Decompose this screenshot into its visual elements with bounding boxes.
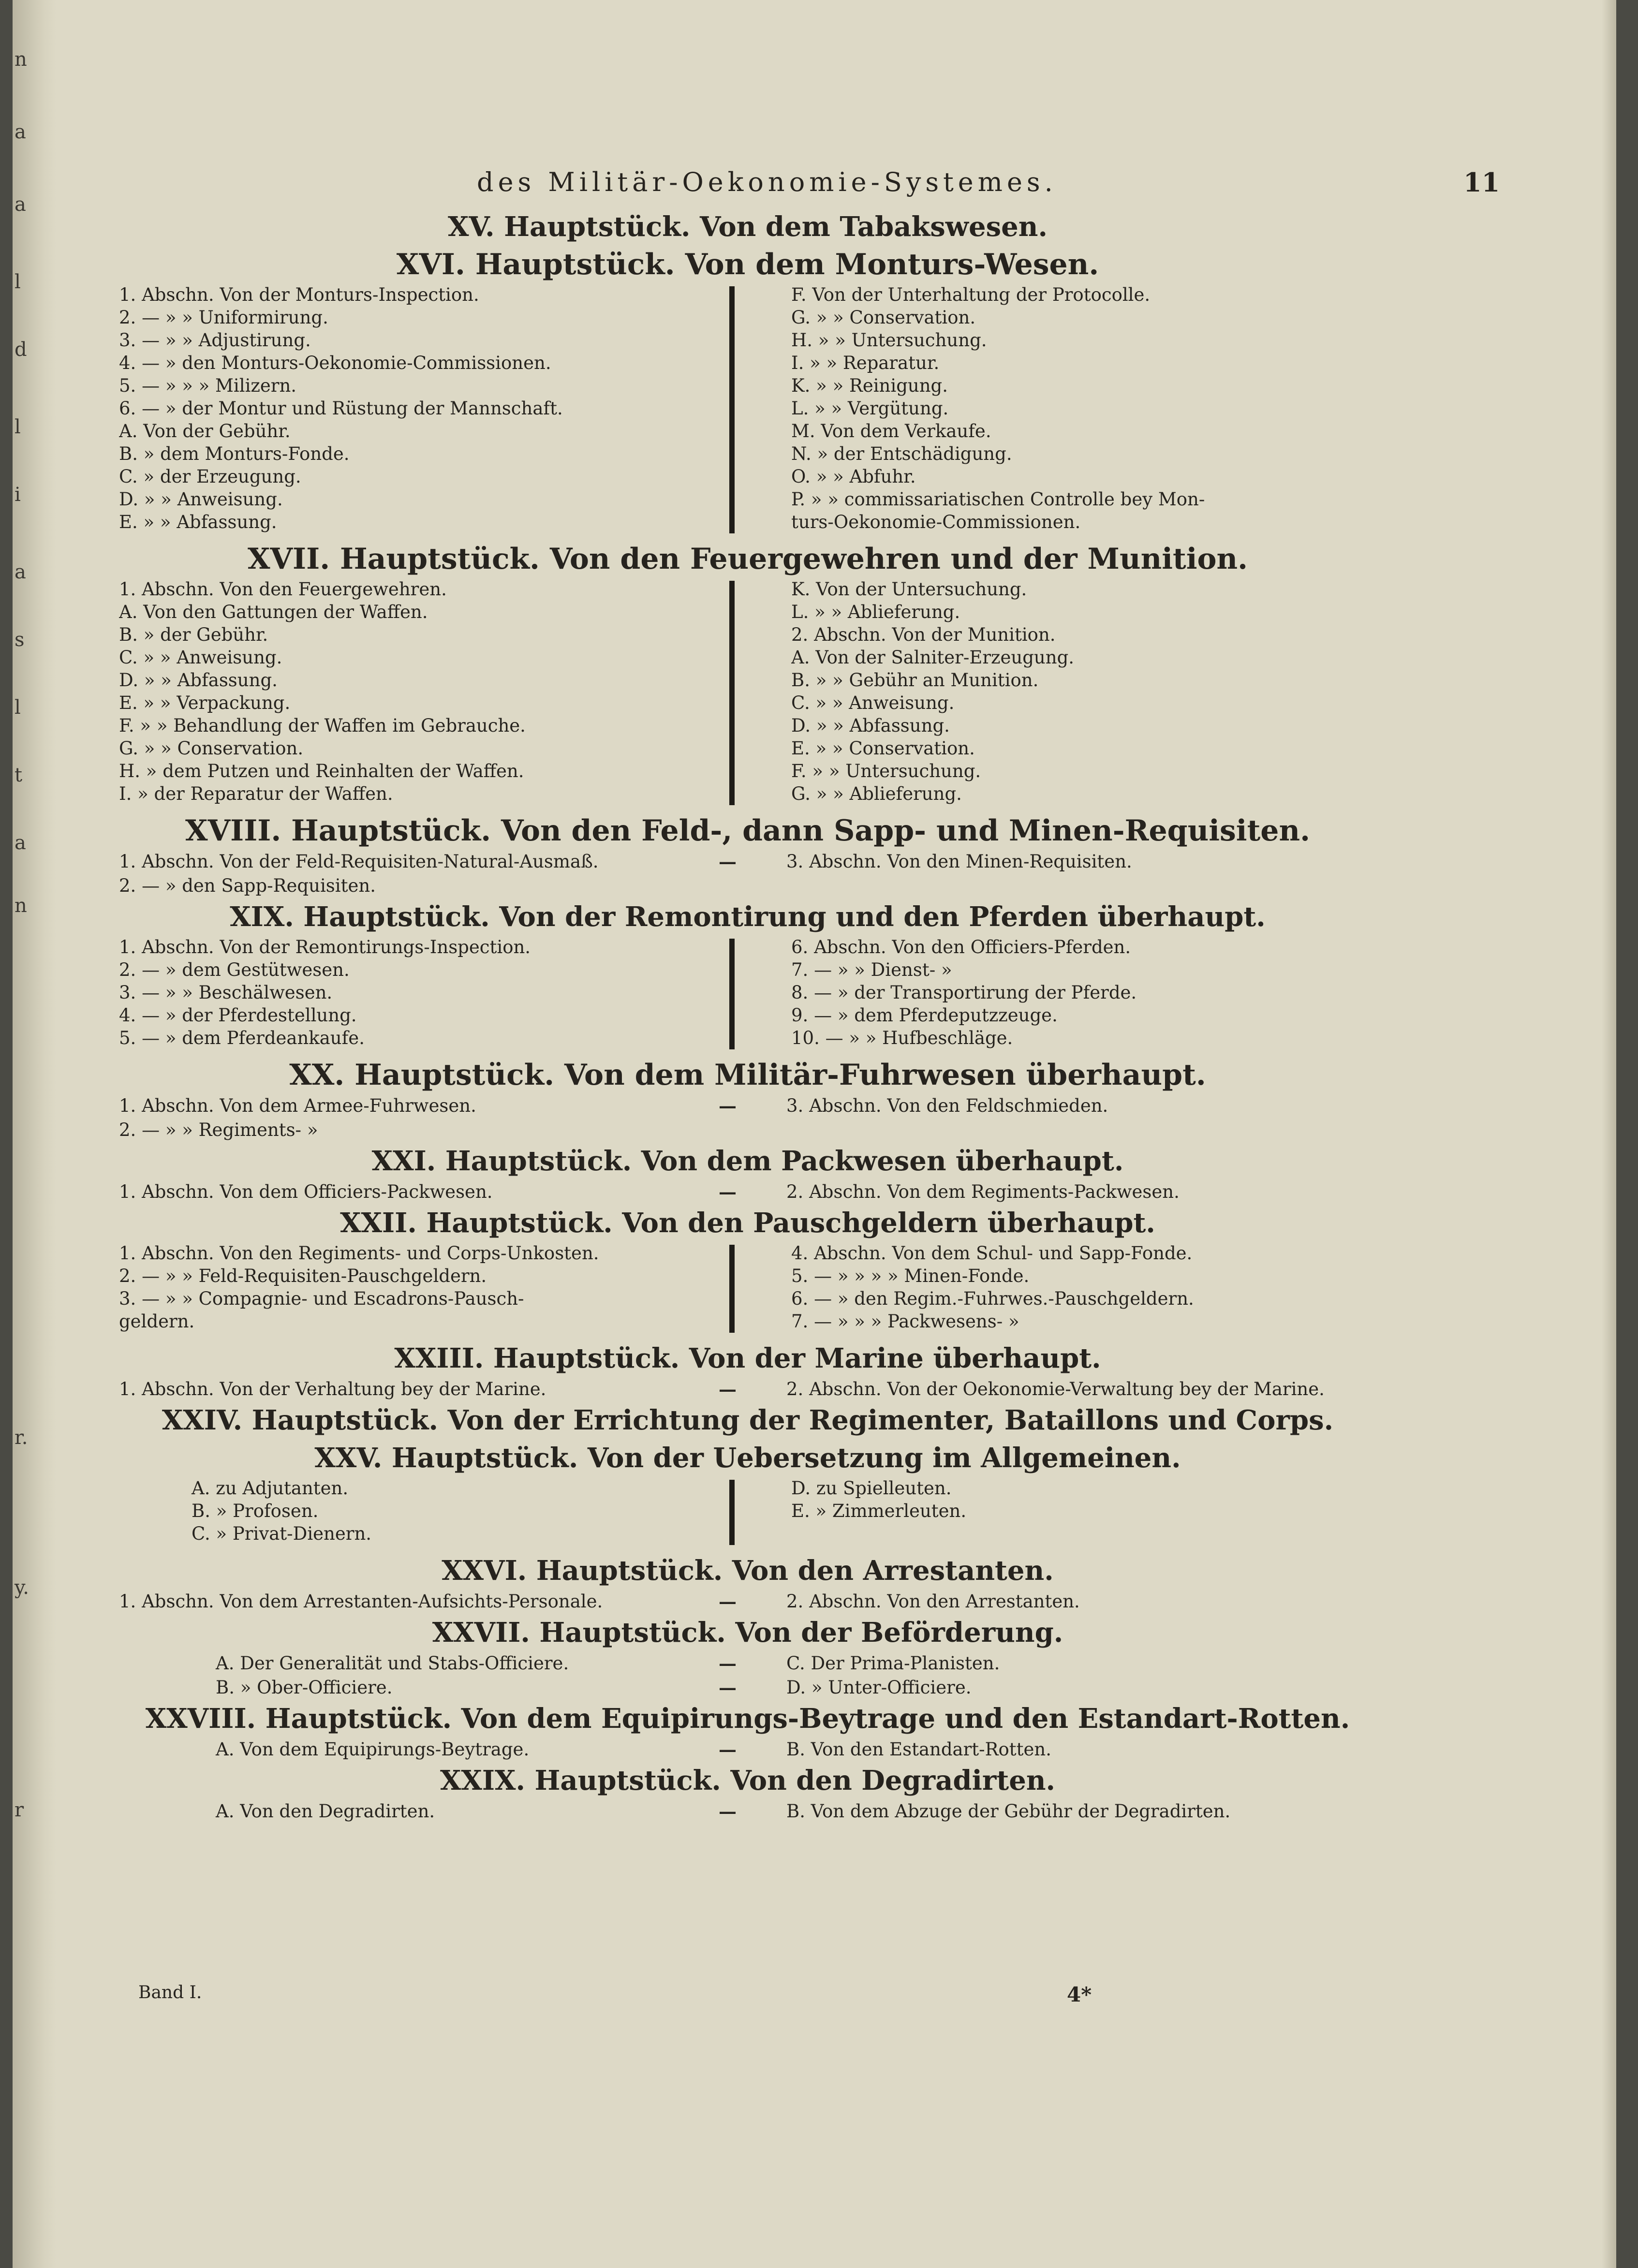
toc-entry: F. Von der Unterhaltung der Protocolle. xyxy=(791,284,1151,305)
margin-fragment: l xyxy=(15,696,21,719)
dash-separator: — xyxy=(719,1677,737,1698)
margin-fragment: n xyxy=(15,48,27,71)
toc-entry: A. Von der Salniter-Erzeugung. xyxy=(791,647,1075,668)
margin-fragment: a xyxy=(15,193,26,216)
dash-separator: — xyxy=(719,1181,737,1203)
toc-entry: 4. — » der Pferdestellung. xyxy=(119,1005,357,1026)
toc-entry: K. » » Reinigung. xyxy=(791,375,948,396)
toc-entry: C. Der Prima-Planisten. xyxy=(786,1653,1000,1674)
toc-entry: 6. — » der Montur und Rüstung der Mannschaft. xyxy=(119,398,563,419)
margin-fragment: i xyxy=(15,484,21,506)
toc-entry: B. » Profosen. xyxy=(192,1501,319,1521)
toc-entry: A. Von der Gebühr. xyxy=(119,421,291,442)
chapter-xix-sections xyxy=(119,936,1376,1052)
toc-entry: C. » der Erzeugung. xyxy=(119,466,301,487)
chapter-xxiii-sections xyxy=(119,1377,1376,1401)
toc-entry: 3. — » » Adjustirung. xyxy=(119,330,311,351)
chapter-xxvi-sections xyxy=(119,1590,1376,1614)
dash-separator: — xyxy=(719,1739,737,1760)
right-column xyxy=(791,936,1372,1049)
chapter-title-xvii: XVII. Hauptstück. Von den Feuergewehren und der Munition. xyxy=(247,542,1248,576)
toc-entry: L. » » Ablieferung. xyxy=(791,602,960,622)
column-divider-rule xyxy=(729,581,735,805)
page-number: 11 xyxy=(1463,167,1500,198)
toc-pair-row xyxy=(119,1180,1376,1204)
chapter-xxix-sections xyxy=(119,1799,1376,1824)
margin-fragment: y. xyxy=(15,1576,29,1599)
toc-entry: E. » » Abfassung. xyxy=(119,512,277,532)
column-divider-rule xyxy=(729,1480,735,1545)
table-of-contents xyxy=(119,208,1376,1824)
toc-entry: A. Der Generalität und Stabs-Officiere. xyxy=(216,1653,569,1674)
toc-entry: 4. Abschn. Von dem Schul- und Sapp-Fonde. xyxy=(791,1243,1193,1264)
chapter-title-xxi: XXI. Hauptstück. Von dem Packwesen überhaupt. xyxy=(371,1145,1124,1177)
toc-entry: 2. Abschn. Von den Arrestanten. xyxy=(786,1591,1080,1612)
toc-entry: F. » » Behandlung der Waffen im Gebrauche. xyxy=(119,715,526,736)
toc-entry: D. » Unter-Officiere. xyxy=(786,1677,972,1698)
chapter-title-xvi: XVI. Hauptstück. Von dem Monturs-Wesen. xyxy=(396,248,1099,281)
toc-entry: D. » » Abfassung. xyxy=(791,715,950,736)
toc-entry: turs-Oekonomie-Commissionen. xyxy=(791,512,1081,532)
margin-fragment: l xyxy=(15,416,21,438)
toc-entry: 6. — » den Regim.-Fuhrwes.-Pauschgeldern. xyxy=(791,1288,1194,1309)
dash-separator: — xyxy=(719,1653,737,1674)
toc-pair-row xyxy=(119,1118,1376,1142)
toc-entry: 1. Abschn. Von dem Arrestanten-Aufsichts-Personale. xyxy=(119,1591,603,1612)
toc-entry: L. » » Vergütung. xyxy=(791,398,949,419)
toc-entry: 4. — » den Monturs-Oekonomie-Commissionen. xyxy=(119,353,551,373)
dash-separator: — xyxy=(719,851,737,872)
toc-pair-row xyxy=(119,874,1376,898)
margin-fragment: r. xyxy=(15,1427,28,1449)
toc-entry: M. Von dem Verkaufe. xyxy=(791,421,991,442)
chapter-xxviii-sections xyxy=(119,1738,1376,1762)
left-column xyxy=(119,283,704,533)
chapter-xx-sections xyxy=(119,1094,1376,1142)
toc-entry: 2. — » » Uniformirung. xyxy=(119,307,328,328)
toc-entry: 2. — » » Feld-Requisiten-Pauschgeldern. xyxy=(119,1266,487,1286)
chapter-title-xxvi: XXVI. Hauptstück. Von den Arrestanten. xyxy=(442,1555,1054,1587)
toc-entry: 1. Abschn. Von den Regiments- und Corps-Unkosten. xyxy=(119,1243,599,1264)
toc-entry: D. » » Abfassung. xyxy=(119,670,278,691)
chapter-xvii-sections xyxy=(119,578,1376,808)
toc-entry: 7. — » » Dienst- » xyxy=(791,959,952,980)
toc-entry: 8. — » der Transportirung der Pferde. xyxy=(791,982,1137,1003)
chapter-xxv-sections xyxy=(119,1477,1376,1548)
chapter-xxvii-sections xyxy=(119,1651,1376,1700)
toc-entry: N. » der Entschädigung. xyxy=(791,443,1012,464)
toc-entry: C. » Privat-Dienern. xyxy=(192,1523,372,1544)
chapter-title-xxviii: XXVIII. Hauptstück. Von dem Equipirungs-Beytrage und den Estandart-Rotten. xyxy=(145,1703,1350,1735)
toc-entry: 9. — » dem Pferdeputzzeuge. xyxy=(791,1005,1058,1026)
toc-entry: K. Von der Untersuchung. xyxy=(791,579,1027,600)
toc-entry: B. » » Gebühr an Munition. xyxy=(791,670,1039,691)
chapter-title-xviii: XVIII. Hauptstück. Von den Feld-, dann Sapp- und Minen-Requisiten. xyxy=(185,814,1310,848)
toc-entry: 1. Abschn. Von der Remontirungs-Inspection. xyxy=(119,937,531,957)
chapter-title-xxv: XXV. Hauptstück. Von der Uebersetzung im Allgemeinen. xyxy=(314,1442,1181,1474)
toc-entry: P. » » commissariatischen Controlle bey Mon- xyxy=(791,489,1205,510)
right-column xyxy=(791,283,1372,533)
toc-entry: 6. Abschn. Von den Officiers-Pferden. xyxy=(791,937,1131,957)
toc-entry: B. » der Gebühr. xyxy=(119,624,268,645)
left-column xyxy=(119,1477,704,1545)
toc-entry: 2. — » den Sapp-Requisiten. xyxy=(119,875,376,896)
chapter-title-xxix: XXIX. Hauptstück. Von den Degradirten. xyxy=(440,1765,1056,1797)
chapter-title-xxiii: XXIII. Hauptstück. Von der Marine überhaupt. xyxy=(394,1342,1101,1374)
dash-separator: — xyxy=(719,1095,737,1117)
toc-entry: B. » dem Monturs-Fonde. xyxy=(119,443,350,464)
toc-pair-row xyxy=(119,850,1376,874)
running-head-text: des Militär-Oekonomie-Systemes. xyxy=(477,167,1057,197)
column-divider-rule xyxy=(729,939,735,1049)
chapter-xvi-sections xyxy=(119,283,1376,536)
toc-entry: D. » » Anweisung. xyxy=(119,489,283,510)
toc-entry: 1. Abschn. Von den Feuergewehren. xyxy=(119,579,447,600)
toc-pair-row xyxy=(119,1590,1376,1614)
chapter-title-xv: XV. Hauptstück. Von dem Tabakswesen. xyxy=(447,211,1048,243)
toc-pair-row xyxy=(119,1094,1376,1118)
toc-entry: 1. Abschn. Von dem Officiers-Packwesen. xyxy=(119,1181,493,1202)
signature-mark: 4* xyxy=(1067,1983,1092,2006)
chapter-title-xx: XX. Hauptstück. Von dem Militär-Fuhrwesen überhaupt. xyxy=(289,1058,1206,1092)
toc-entry: 1. Abschn. Von der Feld-Requisiten-Natural-Ausmaß. xyxy=(119,851,599,872)
toc-entry: E. » » Conservation. xyxy=(791,738,975,759)
toc-entry: 3. — » » Beschälwesen. xyxy=(119,982,333,1003)
toc-entry: 1. Abschn. Von der Monturs-Inspection. xyxy=(119,284,479,305)
toc-entry: 5. — » dem Pferdeankaufe. xyxy=(119,1028,365,1048)
toc-pair-row xyxy=(119,1799,1376,1824)
toc-entry: G. » » Ablieferung. xyxy=(791,783,962,804)
chapter-title-xxvii: XXVII. Hauptstück. Von der Beförderung. xyxy=(432,1617,1063,1649)
page-footer xyxy=(138,1983,1444,2012)
right-column xyxy=(791,1477,1372,1522)
chapter-xxi-sections xyxy=(119,1180,1376,1204)
toc-entry: G. » » Conservation. xyxy=(119,738,304,759)
toc-pair-row xyxy=(119,1676,1376,1700)
toc-entry: 5. — » » » » Minen-Fonde. xyxy=(791,1266,1030,1286)
toc-entry: A. Von dem Equipirungs-Beytrage. xyxy=(216,1739,530,1760)
toc-entry: 2. — » » Regiments- » xyxy=(119,1119,318,1140)
toc-entry: A. Von den Degradirten. xyxy=(216,1801,435,1822)
book-page xyxy=(13,0,1616,2268)
column-divider-rule xyxy=(729,286,735,533)
margin-fragment: a xyxy=(15,832,26,854)
toc-entry: geldern. xyxy=(119,1311,195,1332)
toc-entry: H. » dem Putzen und Reinhalten der Waffen. xyxy=(119,761,524,781)
toc-pair-row xyxy=(119,1738,1376,1762)
chapter-xviii-sections xyxy=(119,850,1376,898)
toc-entry: B. » Ober-Officiere. xyxy=(216,1677,393,1698)
margin-fragment: a xyxy=(15,561,26,583)
toc-entry: C. » » Anweisung. xyxy=(791,692,955,713)
toc-entry: D. zu Spielleuten. xyxy=(791,1478,952,1499)
toc-entry: I. » » Reparatur. xyxy=(791,353,940,373)
toc-entry: 2. — » dem Gestütwesen. xyxy=(119,959,350,980)
left-column xyxy=(119,936,704,1049)
page-edge xyxy=(1602,0,1616,2268)
toc-entry: 2. Abschn. Von der Munition. xyxy=(791,624,1056,645)
toc-entry: H. » » Untersuchung. xyxy=(791,330,987,351)
toc-entry: C. » » Anweisung. xyxy=(119,647,282,668)
toc-entry: B. Von den Estandart-Rotten. xyxy=(786,1739,1051,1760)
chapter-xxii-sections xyxy=(119,1242,1376,1336)
toc-entry: 3. Abschn. Von den Feldschmieden. xyxy=(786,1095,1108,1116)
volume-mark: Band I. xyxy=(138,1983,202,2003)
margin-fragment: d xyxy=(15,339,27,361)
column-divider-rule xyxy=(729,1245,735,1333)
toc-entry: F. » » Untersuchung. xyxy=(791,761,981,781)
toc-pair-row xyxy=(119,1651,1376,1676)
toc-entry: 5. — » » » Milizern. xyxy=(119,375,297,396)
dash-separator: — xyxy=(719,1379,737,1400)
toc-entry: 3. Abschn. Von den Minen-Requisiten. xyxy=(786,851,1132,872)
toc-entry: G. » » Conservation. xyxy=(791,307,976,328)
toc-entry: E. » Zimmerleuten. xyxy=(791,1501,967,1521)
toc-pair-row xyxy=(119,1377,1376,1401)
margin-fragment: s xyxy=(15,629,25,651)
running-header xyxy=(13,167,1616,196)
margin-fragment: l xyxy=(15,271,21,293)
dash-separator: — xyxy=(719,1591,737,1612)
toc-entry: 10. — » » Hufbeschläge. xyxy=(791,1028,1013,1048)
toc-entry: 1. Abschn. Von dem Armee-Fuhrwesen. xyxy=(119,1095,476,1116)
toc-entry: A. zu Adjutanten. xyxy=(192,1478,349,1499)
dash-separator: — xyxy=(719,1801,737,1822)
left-column xyxy=(119,1242,704,1333)
toc-entry: A. Von den Gattungen der Waffen. xyxy=(119,602,428,622)
margin-fragment: a xyxy=(15,121,26,143)
margin-fragment: n xyxy=(15,895,27,917)
margin-fragment: t xyxy=(15,764,23,786)
left-column xyxy=(119,578,704,805)
margin-fragment: r xyxy=(15,1799,24,1821)
toc-entry: I. » der Reparatur der Waffen. xyxy=(119,783,393,804)
toc-entry: 3. — » » Compagnie- und Escadrons-Pausch- xyxy=(119,1288,524,1309)
toc-entry: 7. — » » » Packwesens- » xyxy=(791,1311,1019,1332)
toc-entry: B. Von dem Abzuge der Gebühr der Degradirten. xyxy=(786,1801,1231,1822)
right-column xyxy=(791,1242,1372,1333)
toc-entry: 2. Abschn. Von der Oekonomie-Verwaltung bey der Marine. xyxy=(786,1379,1325,1399)
toc-entry: 1. Abschn. Von der Verhaltung bey der Marine. xyxy=(119,1379,546,1399)
toc-entry: O. » » Abfuhr. xyxy=(791,466,916,487)
toc-entry: E. » » Verpackung. xyxy=(119,692,291,713)
toc-entry: 2. Abschn. Von dem Regiments-Packwesen. xyxy=(786,1181,1180,1202)
chapter-title-xix: XIX. Hauptstück. Von der Remontirung und den Pferden überhaupt. xyxy=(230,901,1266,933)
chapter-title-xxii: XXII. Hauptstück. Von den Pauschgeldern überhaupt. xyxy=(340,1207,1155,1239)
chapter-title-xxiv: XXIV. Hauptstück. Von der Errichtung der Regimenter, Bataillons und Corps. xyxy=(162,1404,1334,1436)
right-column xyxy=(791,578,1372,805)
